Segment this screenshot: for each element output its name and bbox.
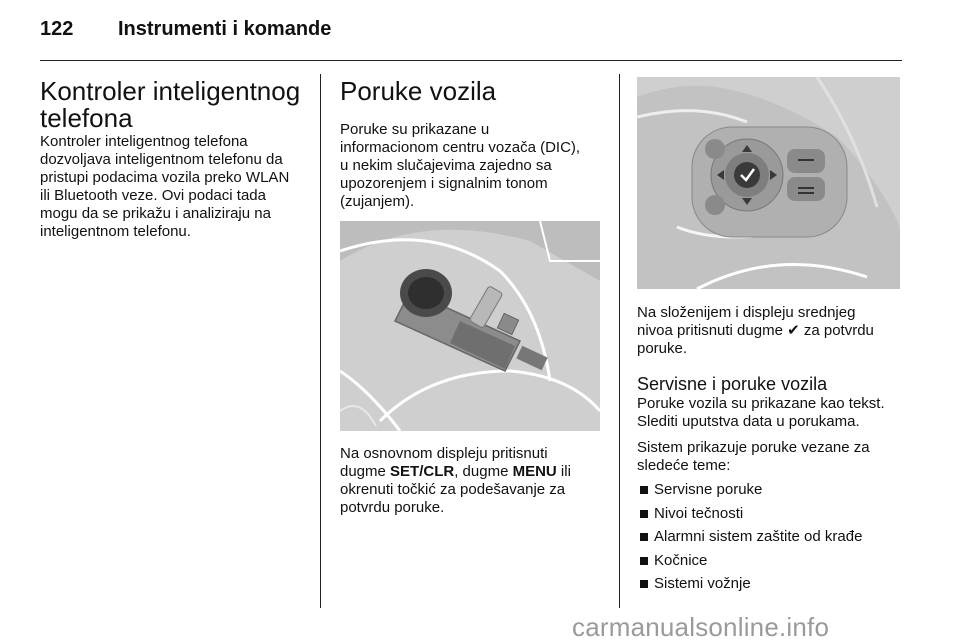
- smartphone-paragraph: [40, 133, 312, 241]
- list-item-text: Servisne poruke: [654, 481, 763, 498]
- list-item-text: Kočnice: [654, 551, 708, 569]
- text-fragment: , dugme: [454, 463, 513, 480]
- text-line: upozorenjem i signalnim tonom: [340, 175, 548, 192]
- text-line: Slediti uputstva data u porukama.: [637, 413, 860, 430]
- watermark-text: carmanualsonline.info: [572, 612, 830, 642]
- bullet-square-icon: [640, 533, 648, 541]
- column-2: [340, 78, 610, 211]
- text-line: informacionom centru vozača (DIC),: [340, 139, 581, 156]
- text-line: Poruke vozila su prikazane kao tekst.: [637, 395, 885, 412]
- stalk-drawing: [340, 221, 600, 431]
- column-divider-2: [619, 74, 620, 608]
- list-item: [637, 575, 905, 593]
- stalk-caption: [340, 445, 610, 517]
- page-header: [40, 18, 902, 48]
- service-paragraph-2: [637, 439, 905, 475]
- list-item: [637, 481, 905, 499]
- messages-intro: [340, 121, 610, 211]
- set-clr-label: SET/CLR: [390, 463, 455, 480]
- bullet-square-icon: [640, 557, 648, 565]
- text-line: Na složenijem i displeju srednjeg: [637, 304, 856, 321]
- text-line: Na osnovnom displeju pritisnuti: [340, 445, 548, 462]
- header-divider: [40, 60, 902, 61]
- column-divider-1: [320, 74, 321, 608]
- section-heading-messages: Poruke vozila: [340, 76, 497, 106]
- text-fragment: nivoa pritisnuti dugme: [637, 322, 788, 339]
- text-line: Poruke su prikazane u: [340, 121, 490, 138]
- heading-line: Kontroler inteligentnog: [40, 76, 301, 106]
- text-line: mogu da se prikažu i analiziraju na: [40, 205, 271, 222]
- list-item-text: Alarmni sistem zaštite od krađe: [654, 528, 863, 545]
- topics-list: [637, 481, 905, 593]
- text-line: dozvoljava inteligentnom telefonu da: [40, 151, 283, 168]
- wheel-caption: [637, 304, 905, 358]
- section-heading-smartphone: [40, 78, 312, 132]
- check-icon: ✔: [787, 322, 800, 339]
- text-line: inteligentnom telefonu.: [40, 223, 191, 240]
- column-3: [637, 304, 905, 599]
- page-title: Instrumenti i komande: [118, 18, 332, 40]
- steering-wheel-drawing: [637, 77, 900, 289]
- column-1: [40, 78, 312, 241]
- bullet-square-icon: [640, 486, 648, 494]
- text-line: okrenuti točkić za podešavanje za: [340, 481, 566, 498]
- text-line: Kontroler inteligentnog telefona: [40, 133, 248, 150]
- list-item: [637, 528, 905, 546]
- text-line: sledeće teme:: [637, 457, 731, 474]
- bullet-square-icon: [640, 510, 648, 518]
- menu-label: MENU: [512, 463, 557, 480]
- list-item-text: Sistemi vožnje: [654, 575, 751, 592]
- text-fragment: dugme: [340, 463, 391, 480]
- text-fragment: za potvrdu: [799, 322, 874, 339]
- text-line: (zujanjem).: [340, 193, 415, 210]
- text-line: poruke.: [637, 340, 688, 357]
- stalk-illustration: [340, 221, 600, 431]
- list-item: [637, 552, 905, 570]
- list-item: [637, 505, 905, 523]
- text-line: u nekim slučajevima zajedno sa: [340, 157, 552, 174]
- service-paragraph-1: [637, 395, 905, 431]
- list-item-text: Nivoi tečnosti: [654, 504, 744, 522]
- text-line: potvrdu poruke.: [340, 499, 445, 516]
- section-heading-service: Servisne i poruke vozila: [637, 374, 828, 394]
- page-number: 122: [40, 18, 74, 40]
- text-line: ili Bluetooth veze. Ovi podaci tada: [40, 187, 266, 204]
- text-line: Sistem prikazuje poruke vezane za: [637, 439, 870, 456]
- heading-line: telefona: [40, 103, 133, 133]
- text-line: pristupi podacima vozila preko WLAN: [40, 169, 290, 186]
- bullet-square-icon: [640, 580, 648, 588]
- steering-wheel-illustration: [637, 77, 900, 289]
- text-fragment: ili: [556, 463, 571, 480]
